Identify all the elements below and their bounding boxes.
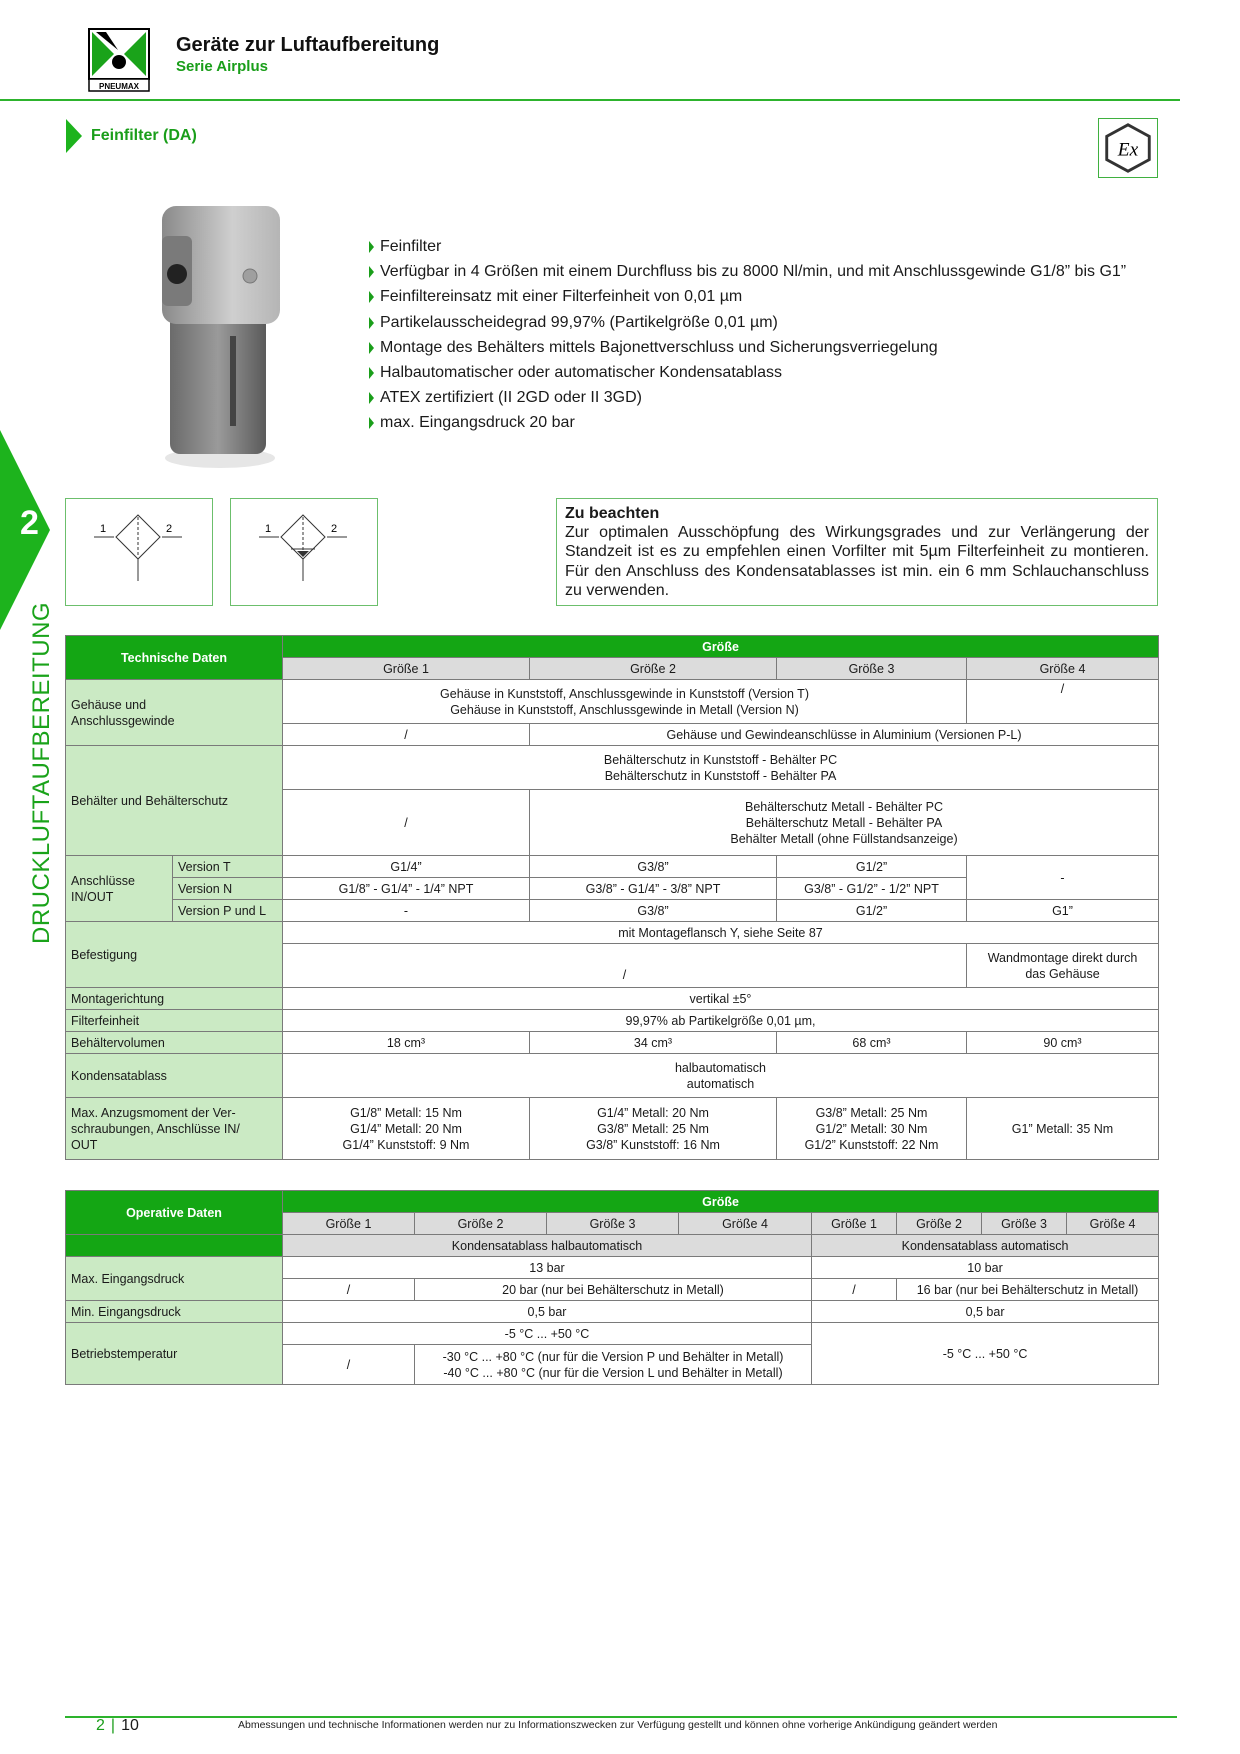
feature-item: Halbautomatischer oder automatischer Kondensatablass <box>369 360 1126 385</box>
table-cell: 90 cm³ <box>967 1032 1159 1054</box>
size-header: Größe 2 <box>530 658 777 680</box>
size-header: Größe 3 <box>982 1213 1067 1235</box>
header-divider <box>0 99 1180 101</box>
table-cell: -5 °C ... +50 °C <box>283 1323 812 1345</box>
tech-group-header: Größe <box>283 636 1159 658</box>
row-label-version-n: Version N <box>173 878 283 900</box>
table-cell: G1” Metall: 35 Nm <box>967 1098 1159 1160</box>
footer-chapter: 2 <box>96 1717 105 1734</box>
size-header: Größe 1 <box>283 658 530 680</box>
note-text: Zur optimalen Ausschöpfung des Wirkungsgrades und zur Verlängerung der Standzeit ist es zu empfehlen einen Vorfilter mit 5µm Filterfeinheit zu montieren. Für den Anschluss des Kondensatablasses ist min. ein 6 mm Schlauchanschluss zu verwenden. <box>565 524 1149 600</box>
page-title: Geräte zur Luftaufbereitung <box>176 34 440 56</box>
table-cell: / <box>283 944 967 988</box>
table-cell: Behälterschutz Metall - Behälter PC Behälterschutz Metall - Behälter PA Behälter Metall (ohne Füllstandsanzeige) <box>530 790 1159 856</box>
table-cell: / <box>967 680 1159 724</box>
table-cell: 13 bar <box>283 1257 812 1279</box>
table-cell: G3/8” <box>530 856 777 878</box>
size-header: Größe 2 <box>415 1213 547 1235</box>
page-subtitle: Serie Airplus <box>176 58 268 75</box>
section-title: Feinfilter (DA) <box>91 127 197 144</box>
table-cell: 0,5 bar <box>283 1301 812 1323</box>
size-header: Größe 3 <box>547 1213 679 1235</box>
table-cell: Behälterschutz in Kunststoff - Behälter PC Behälterschutz in Kunststoff - Behälter PA <box>283 746 1159 790</box>
feature-item: Montage des Behälters mittels Bajonettverschluss und Sicherungsverriegelung <box>369 335 1126 360</box>
pneumax-logo <box>88 28 150 92</box>
row-label-version-pl: Version P und L <box>173 900 283 922</box>
note-box <box>556 498 1158 606</box>
row-label-kondensatablass: Kondensatablass <box>66 1054 283 1098</box>
oper-title-fill <box>66 1235 283 1257</box>
chapter-label: DRUCKLUFTAUFBEREITUNG <box>28 601 55 944</box>
table-cell: G1/4” Metall: 20 Nm G3/8” Metall: 25 Nm G3/8” Kunststoff: 16 Nm <box>530 1098 777 1160</box>
port-in-label: 1 <box>265 523 272 535</box>
port-out-label: 2 <box>166 523 173 535</box>
table-cell: / <box>283 1345 415 1385</box>
filter-symbol-icon <box>66 499 212 605</box>
table-cell: - <box>283 900 530 922</box>
size-header: Größe 4 <box>679 1213 812 1235</box>
row-label-anzugsmoment: Max. Anzugsmoment der Ver- schraubungen, Anschlüsse IN/ OUT <box>66 1098 283 1160</box>
row-label-betriebstemperatur: Betriebstemperatur <box>66 1323 283 1385</box>
footer-page: 10 <box>121 1717 139 1734</box>
feature-item: max. Eingangsdruck 20 bar <box>369 410 1126 435</box>
feature-item: Feinfilter <box>369 234 1126 259</box>
table-cell: / <box>283 790 530 856</box>
filter-drain-symbol-icon <box>231 499 377 605</box>
table-cell: -30 °C ... +80 °C (nur für die Version P und Behälter in Metall) -40 °C ... +80 °C (nur für die Version L und Behälter in Metall) <box>415 1345 812 1385</box>
table-cell: G1/8” Metall: 15 Nm G1/4” Metall: 20 Nm G1/4” Kunststoff: 9 Nm <box>283 1098 530 1160</box>
table-cell: G1/2” <box>777 900 967 922</box>
table-cell: 10 bar <box>812 1257 1159 1279</box>
table-cell: -5 °C ... +50 °C <box>812 1323 1159 1385</box>
technical-data-table <box>65 635 1159 1160</box>
row-label-behaeltervolumen: Behältervolumen <box>66 1032 283 1054</box>
table-cell: G3/8” <box>530 900 777 922</box>
table-cell: G3/8” - G1/4” - 3/8” NPT <box>530 878 777 900</box>
table-cell: 16 bar (nur bei Behälterschutz in Metall) <box>897 1279 1159 1301</box>
footer-disclaimer: Abmessungen und technische Informationen werden nur zu Informationszwecken zur Verfügung gestellt und können ohne vorherige Ankündigung geändert werden <box>238 1719 998 1731</box>
table-cell: Gehäuse in Kunststoff, Anschlussgewinde in Kunststoff (Version T) Gehäuse in Kunststoff, Anschlussgewinde in Metall (Version N) <box>283 680 967 724</box>
feature-item: Verfügbar in 4 Größen mit einem Durchfluss bis zu 8000 Nl/min, und mit Anschlussgewinde G1/8” bis G1” <box>369 259 1126 284</box>
table-cell: G1” <box>967 900 1159 922</box>
filter-symbol-1 <box>65 498 213 606</box>
port-out-label: 2 <box>331 523 338 535</box>
atex-ex-icon <box>1098 118 1158 178</box>
row-label-min-druck: Min. Eingangsdruck <box>66 1301 283 1323</box>
filter-symbol-2 <box>230 498 378 606</box>
logo-text: PNEUMAX <box>98 82 140 91</box>
feinfilter-product-image <box>150 196 290 471</box>
oper-group-header: Größe <box>283 1191 1159 1213</box>
footer-divider <box>65 1716 1177 1718</box>
table-cell: G3/8” - G1/2” - 1/2” NPT <box>777 878 967 900</box>
table-cell: 99,97% ab Partikelgröße 0,01 µm, <box>283 1010 1159 1032</box>
section-arrow-icon <box>66 119 82 153</box>
table-cell: Wandmontage direkt durch das Gehäuse <box>967 944 1159 988</box>
operative-data-table <box>65 1190 1159 1385</box>
table-cell: / <box>283 1279 415 1301</box>
feature-item: Partikelausscheidegrad 99,97% (Partikelgröße 0,01 µm) <box>369 310 1126 335</box>
feature-item: ATEX zertifiziert (II 2GD oder II 3GD) <box>369 385 1126 410</box>
table-cell: 18 cm³ <box>283 1032 530 1054</box>
row-label-max-druck: Max. Eingangsdruck <box>66 1257 283 1301</box>
table-cell: 0,5 bar <box>812 1301 1159 1323</box>
feature-list <box>369 234 1126 436</box>
tech-title: Technische Daten <box>66 636 283 680</box>
row-label-gehaeuse: Gehäuse und Anschlussgewinde <box>66 680 283 746</box>
size-header: Größe 1 <box>283 1213 415 1235</box>
size-header: Größe 2 <box>897 1213 982 1235</box>
table-cell: halbautomatisch automatisch <box>283 1054 1159 1098</box>
page-number <box>96 1717 139 1735</box>
size-header: Größe 1 <box>812 1213 897 1235</box>
port-in-label: 1 <box>100 523 107 535</box>
table-cell: G1/2” <box>777 856 967 878</box>
table-cell: G1/4” <box>283 856 530 878</box>
svg-text:Ex: Ex <box>1117 139 1139 161</box>
feature-item: Feinfiltereinsatz mit einer Filterfeinheit von 0,01 µm <box>369 284 1126 309</box>
table-cell: / <box>812 1279 897 1301</box>
size-header: Größe 3 <box>777 658 967 680</box>
table-cell: / <box>283 724 530 746</box>
table-cell: 68 cm³ <box>777 1032 967 1054</box>
drain-auto-header: Kondensatablass automatisch <box>812 1235 1159 1257</box>
table-cell: mit Montageflansch Y, siehe Seite 87 <box>283 922 1159 944</box>
row-label-version-t: Version T <box>173 856 283 878</box>
drain-semi-auto-header: Kondensatablass halbautomatisch <box>283 1235 812 1257</box>
table-cell: G1/8” - G1/4” - 1/4” NPT <box>283 878 530 900</box>
note-title: Zu beachten <box>565 505 660 522</box>
row-label-montagerichtung: Montagerichtung <box>66 988 283 1010</box>
row-label-befestigung: Befestigung <box>66 922 283 988</box>
size-header: Größe 4 <box>1067 1213 1159 1235</box>
row-label-anschluesse: Anschlüsse IN/OUT <box>66 856 173 922</box>
chapter-number: 2 <box>20 504 39 542</box>
table-cell: Gehäuse und Gewindeanschlüsse in Aluminium (Versionen P-L) <box>530 724 1159 746</box>
row-label-behaelter: Behälter und Behälterschutz <box>66 746 283 856</box>
table-cell: 20 bar (nur bei Behälterschutz in Metall) <box>415 1279 812 1301</box>
oper-title: Operative Daten <box>66 1191 283 1235</box>
size-header: Größe 4 <box>967 658 1159 680</box>
table-cell: G3/8” Metall: 25 Nm G1/2” Metall: 30 Nm G1/2” Kunststoff: 22 Nm <box>777 1098 967 1160</box>
footer-separator: | <box>110 1717 116 1734</box>
row-label-filterfeinheit: Filterfeinheit <box>66 1010 283 1032</box>
table-cell: vertikal ±5° <box>283 988 1159 1010</box>
table-cell: - <box>967 856 1159 900</box>
table-cell: 34 cm³ <box>530 1032 777 1054</box>
